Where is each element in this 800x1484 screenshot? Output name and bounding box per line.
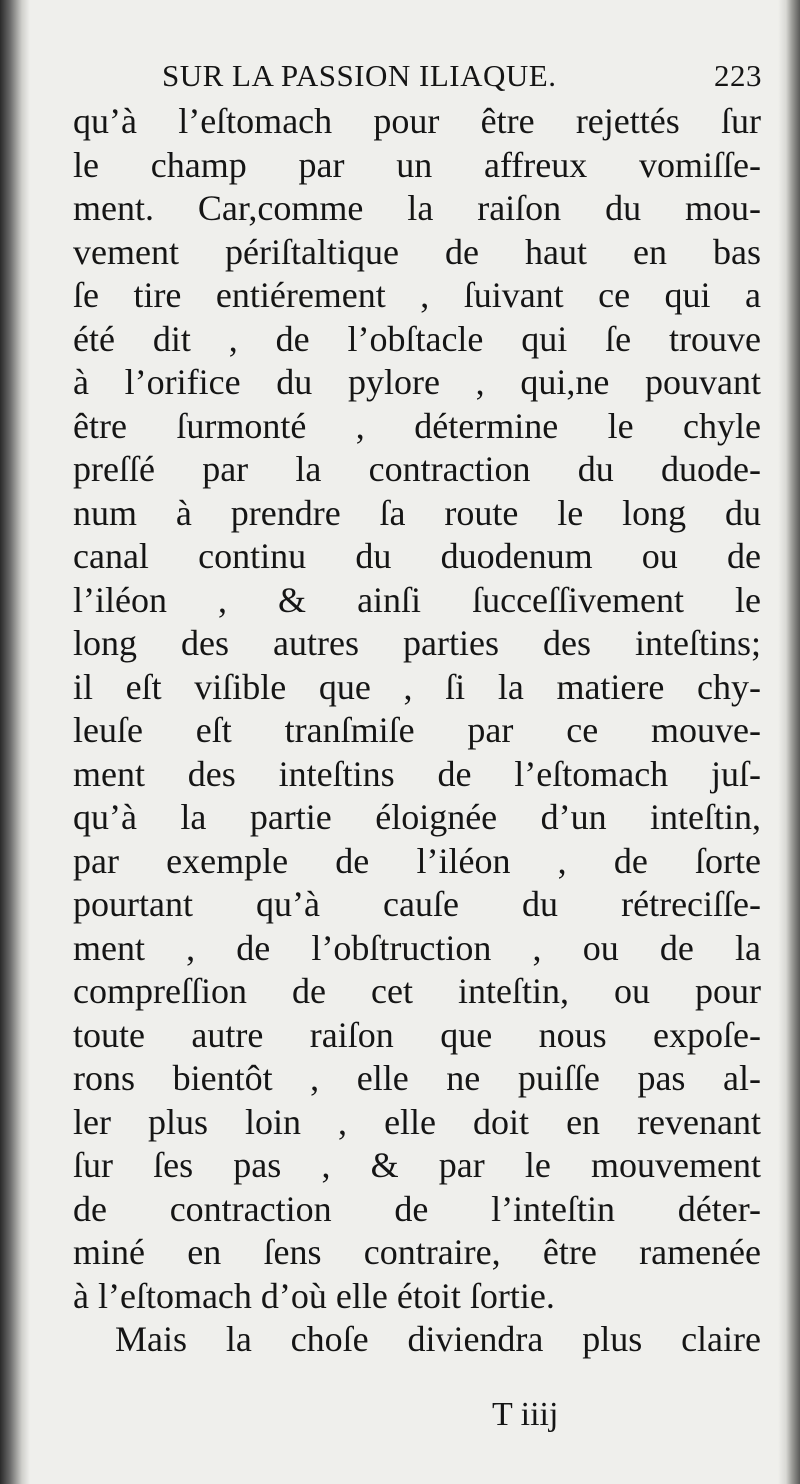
text-line: à l’orifice du pylore , qui,ne pouvant [73, 362, 761, 402]
text-line: être ſurmonté , détermine le chyle [73, 405, 761, 446]
text-line: été dit , de l’obſtacle qui ſe trouve [73, 318, 761, 359]
text-line: canal continu du duodenum ou de [73, 536, 761, 576]
text-line: rons bientôt , elle ne puiſſe pas al- [73, 1058, 761, 1098]
signature-mark: T iiij [492, 1396, 559, 1433]
text-line: le champ par un affreux vomiſſe- [73, 144, 761, 185]
page-edge-shadow [778, 0, 800, 1484]
text-line: ler plus loin , elle doit en revenant [73, 1101, 761, 1142]
text-line: ſe tire entiérement , ſuivant ce qui a [73, 275, 761, 315]
text-line: toute autre raiſon que nous expoſe- [73, 1014, 761, 1055]
text-line: par exemple de l’iléon , de ſorte [73, 840, 761, 881]
book-page [36, 0, 776, 1484]
text-line: ment. Car,comme la raiſon du mou- [73, 188, 761, 228]
text-line: num à prendre ſa route le long du [73, 492, 761, 533]
text-line: ſur ſes pas , & par le mouvement [73, 1145, 761, 1185]
text-line: il eſt viſible que , ſi la matiere chy- [73, 666, 761, 707]
text-line: Mais la choſe diviendra plus claire [115, 1319, 761, 1359]
text-line: preſſé par la contraction du duode- [73, 449, 761, 489]
text-line: l’iléon , & ainſi ſucceſſivement le [73, 579, 761, 620]
text-line: de contraction de l’inteſtin déter- [73, 1188, 761, 1229]
text-line: miné en ſens contraire, être ramenée [73, 1232, 761, 1272]
text-line: à l’eſtomach d’où elle étoit ſortie. [73, 1275, 555, 1316]
text-line: ment des inteſtins de l’eſtomach juſ- [73, 753, 761, 794]
text-line: vement périſtaltique de haut en bas [73, 231, 761, 272]
text-line: qu’à la partie éloignée d’un inteſtin, [73, 797, 761, 837]
text-line: leuſe eſt tranſmiſe par ce mouve- [73, 710, 761, 750]
running-title: SUR LA PASSION ILIAQUE. [162, 58, 557, 93]
text-line: qu’à l’eſtomach pour être rejettés ſur [73, 101, 761, 141]
text-line: compreſſion de cet inteſtin, ou pour [73, 971, 761, 1011]
text-line: ment , de l’obſtruction , ou de la [73, 927, 761, 968]
text-line: pourtant qu’à cauſe du rétreciſſe- [73, 884, 761, 924]
page-number: 223 [714, 58, 762, 93]
running-head [162, 58, 762, 98]
text-line: long des autres parties des inteſtins; [73, 623, 761, 663]
binding-edge-shadow [0, 0, 30, 1484]
body-text [73, 100, 761, 1362]
